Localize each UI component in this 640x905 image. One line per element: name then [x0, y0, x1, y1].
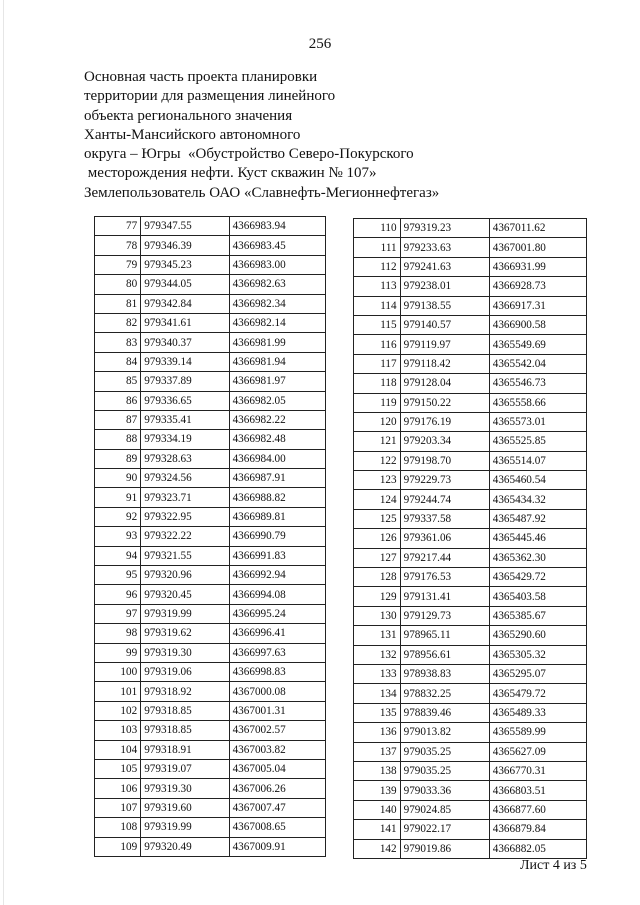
table-row: [95, 837, 326, 856]
point-number-cell: 89: [95, 449, 141, 468]
y-coordinate-cell: 4367006.26: [229, 779, 325, 798]
point-number-cell: 117: [354, 354, 401, 373]
point-number-cell: 87: [95, 410, 141, 429]
point-number-cell: 124: [354, 490, 401, 509]
point-number-cell: 139: [354, 781, 401, 800]
point-number-cell: 129: [354, 587, 401, 606]
point-number-cell: 130: [354, 606, 401, 625]
y-coordinate-cell: 4367002.57: [229, 721, 325, 740]
y-coordinate-cell: 4365434.32: [489, 490, 586, 509]
x-coordinate-cell: 979233.63: [400, 238, 489, 257]
header-line: территории для размещения линейного: [84, 88, 336, 105]
table-row: [95, 333, 326, 352]
y-coordinate-cell: 4366981.97: [229, 372, 325, 391]
point-number-cell: 131: [354, 626, 401, 645]
point-number-cell: 138: [354, 761, 401, 780]
x-coordinate-cell: 979361.06: [400, 529, 489, 548]
y-coordinate-cell: 4366770.31: [489, 761, 586, 780]
y-coordinate-cell: 4366981.94: [229, 352, 325, 371]
x-coordinate-cell: 979345.23: [141, 255, 229, 274]
x-coordinate-cell: 979320.45: [141, 585, 229, 604]
y-coordinate-cell: 4366998.83: [229, 662, 325, 681]
table-row: [95, 275, 326, 294]
table-row: [95, 410, 326, 429]
point-number-cell: 108: [95, 818, 141, 837]
table-row: [95, 624, 326, 643]
y-coordinate-cell: 4366996.41: [229, 624, 325, 643]
x-coordinate-cell: 979335.41: [141, 410, 229, 429]
x-coordinate-cell: 979319.06: [141, 662, 229, 681]
y-coordinate-cell: 4367001.31: [229, 701, 325, 720]
x-coordinate-cell: 979319.99: [141, 818, 229, 837]
y-coordinate-cell: 4365627.09: [489, 742, 586, 761]
table-row: [354, 354, 587, 373]
coordinates-table-left: [94, 216, 326, 857]
y-coordinate-cell: 4365514.07: [489, 451, 586, 470]
table-row: [95, 449, 326, 468]
point-number-cell: 86: [95, 391, 141, 410]
point-number-cell: 97: [95, 604, 141, 623]
x-coordinate-cell: 979324.56: [141, 469, 229, 488]
table-row: [95, 759, 326, 778]
table-row: [95, 430, 326, 449]
x-coordinate-cell: 979118.42: [400, 354, 489, 373]
point-number-cell: 102: [95, 701, 141, 720]
y-coordinate-cell: 4366982.48: [229, 430, 325, 449]
x-coordinate-cell: 978965.11: [400, 626, 489, 645]
table-row: [95, 721, 326, 740]
table-row: [95, 662, 326, 681]
x-coordinate-cell: 979203.34: [400, 432, 489, 451]
document-header: [84, 68, 464, 203]
table-row: [354, 548, 587, 567]
point-number-cell: 128: [354, 568, 401, 587]
point-number-cell: 100: [95, 662, 141, 681]
x-coordinate-cell: 979336.65: [141, 391, 229, 410]
table-row: [95, 527, 326, 546]
x-coordinate-cell: 979217.44: [400, 548, 489, 567]
y-coordinate-cell: 4365460.54: [489, 471, 586, 490]
x-coordinate-cell: 979150.22: [400, 393, 489, 412]
table-row: [354, 335, 587, 354]
point-number-cell: 140: [354, 800, 401, 819]
point-number-cell: 113: [354, 277, 401, 296]
table-row: [354, 509, 587, 528]
point-number-cell: 107: [95, 798, 141, 817]
table-row: [354, 820, 587, 839]
y-coordinate-cell: 4366982.63: [229, 275, 325, 294]
table-row: [95, 682, 326, 701]
x-coordinate-cell: 979138.55: [400, 296, 489, 315]
x-coordinate-cell: 979339.14: [141, 352, 229, 371]
x-coordinate-cell: 979319.30: [141, 779, 229, 798]
table-row: [354, 374, 587, 393]
point-number-cell: 103: [95, 721, 141, 740]
y-coordinate-cell: 4366983.94: [229, 217, 325, 236]
y-coordinate-cell: 4365429.72: [489, 568, 586, 587]
y-coordinate-cell: 4367007.47: [229, 798, 325, 817]
table-row: [95, 236, 326, 255]
point-number-cell: 88: [95, 430, 141, 449]
table-row: [95, 798, 326, 817]
point-number-cell: 133: [354, 664, 401, 683]
point-number-cell: 135: [354, 703, 401, 722]
point-number-cell: 127: [354, 548, 401, 567]
y-coordinate-cell: 4366982.34: [229, 294, 325, 313]
x-coordinate-cell: 978938.83: [400, 664, 489, 683]
y-coordinate-cell: 4366982.05: [229, 391, 325, 410]
x-coordinate-cell: 978839.46: [400, 703, 489, 722]
table-row: [354, 645, 587, 664]
y-coordinate-cell: 4366882.05: [489, 839, 586, 858]
point-number-cell: 125: [354, 509, 401, 528]
table-row: [95, 643, 326, 662]
y-coordinate-cell: 4365489.33: [489, 703, 586, 722]
x-coordinate-cell: 979328.63: [141, 449, 229, 468]
point-number-cell: 110: [354, 219, 401, 238]
scan-margin-line: [3, 0, 4, 905]
x-coordinate-cell: 979344.05: [141, 275, 229, 294]
point-number-cell: 80: [95, 275, 141, 294]
point-number-cell: 91: [95, 488, 141, 507]
y-coordinate-cell: 4365546.73: [489, 374, 586, 393]
y-coordinate-cell: 4366988.82: [229, 488, 325, 507]
y-coordinate-cell: 4366981.99: [229, 333, 325, 352]
point-number-cell: 101: [95, 682, 141, 701]
x-coordinate-cell: 979322.22: [141, 527, 229, 546]
y-coordinate-cell: 4365549.69: [489, 335, 586, 354]
x-coordinate-cell: 979019.86: [400, 839, 489, 858]
table-row: [354, 606, 587, 625]
x-coordinate-cell: 979318.85: [141, 701, 229, 720]
x-coordinate-cell: 978956.61: [400, 645, 489, 664]
y-coordinate-cell: 4365573.01: [489, 412, 586, 431]
y-coordinate-cell: 4367005.04: [229, 759, 325, 778]
x-coordinate-cell: 979322.95: [141, 507, 229, 526]
y-coordinate-cell: 4366989.81: [229, 507, 325, 526]
header-line: округа – Югры «Обустройство Северо-Покурского: [84, 146, 414, 163]
point-number-cell: 109: [95, 837, 141, 856]
y-coordinate-cell: 4366928.73: [489, 277, 586, 296]
point-number-cell: 122: [354, 451, 401, 470]
x-coordinate-cell: 979238.01: [400, 277, 489, 296]
table-row: [354, 684, 587, 703]
y-coordinate-cell: 4365295.07: [489, 664, 586, 683]
table-row: [95, 779, 326, 798]
table-row: [95, 507, 326, 526]
table-row: [354, 490, 587, 509]
point-number-cell: 115: [354, 315, 401, 334]
point-number-cell: 142: [354, 839, 401, 858]
x-coordinate-cell: 979319.23: [400, 219, 489, 238]
x-coordinate-cell: 979319.60: [141, 798, 229, 817]
y-coordinate-cell: 4367009.91: [229, 837, 325, 856]
y-coordinate-cell: 4365385.67: [489, 606, 586, 625]
x-coordinate-cell: 979346.39: [141, 236, 229, 255]
table-row: [95, 488, 326, 507]
header-line: Ханты-Мансийского автономного: [84, 126, 301, 143]
x-coordinate-cell: 979119.97: [400, 335, 489, 354]
table-row: [95, 217, 326, 236]
point-number-cell: 116: [354, 335, 401, 354]
table-row: [95, 604, 326, 623]
y-coordinate-cell: 4366982.22: [229, 410, 325, 429]
x-coordinate-cell: 979229.73: [400, 471, 489, 490]
point-number-cell: 119: [354, 393, 401, 412]
x-coordinate-cell: 979035.25: [400, 761, 489, 780]
y-coordinate-cell: 4366879.84: [489, 820, 586, 839]
point-number-cell: 136: [354, 723, 401, 742]
table-row: [95, 372, 326, 391]
x-coordinate-cell: 979140.57: [400, 315, 489, 334]
table-row: [354, 568, 587, 587]
table-row: [354, 664, 587, 683]
table-row: [354, 432, 587, 451]
point-number-cell: 84: [95, 352, 141, 371]
point-number-cell: 120: [354, 412, 401, 431]
point-number-cell: 85: [95, 372, 141, 391]
point-number-cell: 95: [95, 566, 141, 585]
point-number-cell: 126: [354, 529, 401, 548]
y-coordinate-cell: 4367008.65: [229, 818, 325, 837]
x-coordinate-cell: 979318.91: [141, 740, 229, 759]
table-row: [95, 313, 326, 332]
point-number-cell: 118: [354, 374, 401, 393]
x-coordinate-cell: 979337.58: [400, 509, 489, 528]
x-coordinate-cell: 979320.96: [141, 566, 229, 585]
y-coordinate-cell: 4366984.00: [229, 449, 325, 468]
y-coordinate-cell: 4366931.99: [489, 257, 586, 276]
x-coordinate-cell: 979131.41: [400, 587, 489, 606]
y-coordinate-cell: 4366877.60: [489, 800, 586, 819]
table-row: [354, 587, 587, 606]
x-coordinate-cell: 979319.62: [141, 624, 229, 643]
table-row: [354, 412, 587, 431]
table-row: [354, 257, 587, 276]
table-row: [354, 451, 587, 470]
table-row: [354, 703, 587, 722]
point-number-cell: 93: [95, 527, 141, 546]
table-row: [95, 546, 326, 565]
table-row: [95, 701, 326, 720]
point-number-cell: 121: [354, 432, 401, 451]
point-number-cell: 82: [95, 313, 141, 332]
x-coordinate-cell: 979024.85: [400, 800, 489, 819]
table-row: [354, 315, 587, 334]
y-coordinate-cell: 4365487.92: [489, 509, 586, 528]
y-coordinate-cell: 4365305.32: [489, 645, 586, 664]
table-row: [354, 742, 587, 761]
x-coordinate-cell: 979342.84: [141, 294, 229, 313]
table-row: [95, 818, 326, 837]
x-coordinate-cell: 979347.55: [141, 217, 229, 236]
y-coordinate-cell: 4366900.58: [489, 315, 586, 334]
point-number-cell: 79: [95, 255, 141, 274]
point-number-cell: 112: [354, 257, 401, 276]
x-coordinate-cell: 979033.36: [400, 781, 489, 800]
table-row: [95, 255, 326, 274]
y-coordinate-cell: 4366983.00: [229, 255, 325, 274]
x-coordinate-cell: 979323.71: [141, 488, 229, 507]
y-coordinate-cell: 4365589.99: [489, 723, 586, 742]
y-coordinate-cell: 4367001.80: [489, 238, 586, 257]
table-row: [354, 761, 587, 780]
table-row: [354, 471, 587, 490]
point-number-cell: 137: [354, 742, 401, 761]
table-row: [95, 391, 326, 410]
x-coordinate-cell: 979176.53: [400, 568, 489, 587]
y-coordinate-cell: 4366997.63: [229, 643, 325, 662]
x-coordinate-cell: 979198.70: [400, 451, 489, 470]
table-row: [95, 585, 326, 604]
point-number-cell: 104: [95, 740, 141, 759]
x-coordinate-cell: 979318.85: [141, 721, 229, 740]
x-coordinate-cell: 978832.25: [400, 684, 489, 703]
sheet-counter: Лист 4 из 5: [520, 858, 587, 873]
table-row: [354, 723, 587, 742]
y-coordinate-cell: 4366983.45: [229, 236, 325, 255]
x-coordinate-cell: 979319.07: [141, 759, 229, 778]
table-row: [354, 781, 587, 800]
x-coordinate-cell: 979241.63: [400, 257, 489, 276]
x-coordinate-cell: 979022.17: [400, 820, 489, 839]
y-coordinate-cell: 4365558.66: [489, 393, 586, 412]
point-number-cell: 90: [95, 469, 141, 488]
table-row: [354, 296, 587, 315]
point-number-cell: 99: [95, 643, 141, 662]
point-number-cell: 83: [95, 333, 141, 352]
point-number-cell: 114: [354, 296, 401, 315]
table-row: [354, 839, 587, 858]
point-number-cell: 123: [354, 471, 401, 490]
x-coordinate-cell: 979176.19: [400, 412, 489, 431]
y-coordinate-cell: 4365403.58: [489, 587, 586, 606]
header-line: объекта регионального значения: [84, 107, 293, 124]
point-number-cell: 134: [354, 684, 401, 703]
point-number-cell: 77: [95, 217, 141, 236]
point-number-cell: 132: [354, 645, 401, 664]
y-coordinate-cell: 4366982.14: [229, 313, 325, 332]
x-coordinate-cell: 979320.49: [141, 837, 229, 856]
point-number-cell: 141: [354, 820, 401, 839]
header-line: Землепользователь ОАО «Славнефть-Мегионнефтегаз»: [84, 184, 440, 201]
y-coordinate-cell: 4366987.91: [229, 469, 325, 488]
y-coordinate-cell: 4366990.79: [229, 527, 325, 546]
x-coordinate-cell: 979244.74: [400, 490, 489, 509]
y-coordinate-cell: 4367003.82: [229, 740, 325, 759]
y-coordinate-cell: 4365542.04: [489, 354, 586, 373]
point-number-cell: 81: [95, 294, 141, 313]
y-coordinate-cell: 4366803.51: [489, 781, 586, 800]
table-row: [95, 294, 326, 313]
x-coordinate-cell: 979319.99: [141, 604, 229, 623]
y-coordinate-cell: 4366995.24: [229, 604, 325, 623]
table-row: [95, 566, 326, 585]
point-number-cell: 96: [95, 585, 141, 604]
point-number-cell: 78: [95, 236, 141, 255]
point-number-cell: 92: [95, 507, 141, 526]
x-coordinate-cell: 979319.30: [141, 643, 229, 662]
table-row: [95, 740, 326, 759]
y-coordinate-cell: 4365290.60: [489, 626, 586, 645]
x-coordinate-cell: 979341.61: [141, 313, 229, 332]
y-coordinate-cell: 4365445.46: [489, 529, 586, 548]
table-row: [354, 800, 587, 819]
y-coordinate-cell: 4365479.72: [489, 684, 586, 703]
y-coordinate-cell: 4365525.85: [489, 432, 586, 451]
x-coordinate-cell: 979337.89: [141, 372, 229, 391]
page-number: 256: [308, 36, 332, 52]
table-row: [354, 219, 587, 238]
point-number-cell: 111: [354, 238, 401, 257]
table-row: [354, 238, 587, 257]
point-number-cell: 98: [95, 624, 141, 643]
x-coordinate-cell: 979035.25: [400, 742, 489, 761]
table-row: [354, 529, 587, 548]
y-coordinate-cell: 4366992.94: [229, 566, 325, 585]
x-coordinate-cell: 979129.73: [400, 606, 489, 625]
x-coordinate-cell: 979128.04: [400, 374, 489, 393]
x-coordinate-cell: 979334.19: [141, 430, 229, 449]
header-line: Основная часть проекта планировки: [84, 69, 318, 85]
y-coordinate-cell: 4367000.08: [229, 682, 325, 701]
point-number-cell: 94: [95, 546, 141, 565]
x-coordinate-cell: 979013.82: [400, 723, 489, 742]
y-coordinate-cell: 4367011.62: [489, 219, 586, 238]
header-line: месторождения нефти. Куст скважин № 107»: [84, 165, 377, 182]
x-coordinate-cell: 979340.37: [141, 333, 229, 352]
x-coordinate-cell: 979321.55: [141, 546, 229, 565]
coordinates-table-right: [353, 218, 587, 859]
x-coordinate-cell: 979318.92: [141, 682, 229, 701]
table-row: [95, 352, 326, 371]
table-row: [95, 469, 326, 488]
y-coordinate-cell: 4366991.83: [229, 546, 325, 565]
table-row: [354, 277, 587, 296]
y-coordinate-cell: 4365362.30: [489, 548, 586, 567]
point-number-cell: 106: [95, 779, 141, 798]
y-coordinate-cell: 4366917.31: [489, 296, 586, 315]
table-row: [354, 393, 587, 412]
y-coordinate-cell: 4366994.08: [229, 585, 325, 604]
point-number-cell: 105: [95, 759, 141, 778]
table-row: [354, 626, 587, 645]
